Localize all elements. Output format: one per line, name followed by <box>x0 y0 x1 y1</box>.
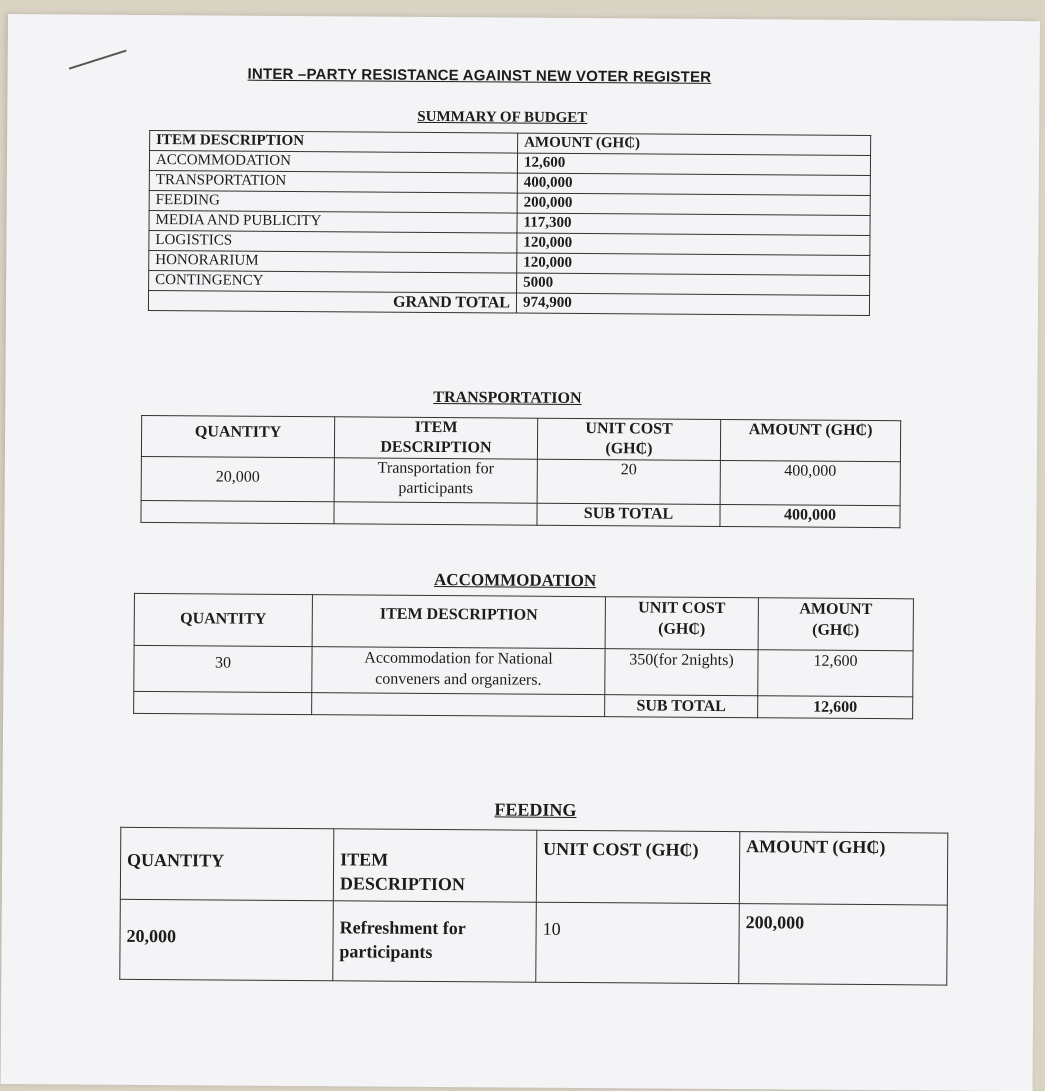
table-row <box>120 899 948 985</box>
feed-item-l1: Refreshment for <box>339 917 466 939</box>
transport-amount: 400,000 <box>720 460 900 505</box>
summary-amount: 120,000 <box>517 233 870 255</box>
transport-col-amount: AMOUNT (GH₵) <box>720 419 900 461</box>
accom-item-l1: Accommodation for National <box>364 649 553 668</box>
transport-unit: 20 <box>537 459 720 504</box>
grand-total-value: 974,900 <box>516 293 869 315</box>
transport-qty: 20,000 <box>141 456 334 501</box>
accom-col-amount-l2: (GH₵) <box>812 621 860 639</box>
summary-table <box>148 130 871 316</box>
transportation-table <box>140 415 901 528</box>
accom-subtotal: 12,600 <box>758 696 913 719</box>
grand-total-label: GRAND TOTAL <box>148 290 516 313</box>
feed-amount: 200,000 <box>739 904 948 985</box>
table-row <box>134 645 913 696</box>
table-row <box>134 691 913 718</box>
feed-item-l2: participants <box>339 941 433 962</box>
table-row <box>141 500 900 527</box>
transport-col-unit-l1: UNIT COST <box>585 420 673 438</box>
transport-col-qty: QUANTITY <box>141 415 334 457</box>
accom-col-amount-l1: AMOUNT <box>799 600 873 619</box>
feed-unit: 10 <box>536 902 740 983</box>
accom-col-qty: QUANTITY <box>134 593 312 646</box>
accom-col-amount <box>758 598 913 651</box>
transport-subtotal: 400,000 <box>720 504 900 527</box>
summary-item: LOGISTICS <box>149 230 517 253</box>
transport-col-item-l1: ITEM <box>414 418 458 437</box>
transport-item-l2: participants <box>398 479 474 498</box>
transport-item <box>334 458 537 503</box>
summary-amount: 12,600 <box>517 153 870 175</box>
accommodation-heading: ACCOMMODATION <box>433 569 597 591</box>
summary-amount: 200,000 <box>517 193 870 215</box>
grand-total-row <box>148 290 869 315</box>
accom-col-unit-l1: UNIT COST <box>638 599 726 618</box>
transport-col-unit-l2: (GH₵) <box>605 440 653 458</box>
summary-amount: 400,000 <box>517 173 870 195</box>
summary-amount: 120,000 <box>517 253 870 275</box>
accom-col-item: ITEM DESCRIPTION <box>312 595 605 649</box>
accommodation-table <box>133 593 914 719</box>
feed-col-qty: QUANTITY <box>120 827 333 900</box>
transportation-heading: TRANSPORTATION <box>433 388 582 408</box>
table-row <box>141 456 900 505</box>
feed-col-item-l2: DESCRIPTION <box>339 873 466 895</box>
document-title: INTER –PARTY RESISTANCE AGAINST NEW VOTER REGISTER <box>247 65 712 86</box>
summary-item: TRANSPORTATION <box>149 170 517 193</box>
accom-amount: 12,600 <box>758 650 913 697</box>
transport-col-item <box>334 417 537 459</box>
accom-item <box>312 647 605 695</box>
summary-item: FEEDING <box>149 190 517 213</box>
accom-col-unit <box>605 597 758 650</box>
pen-mark <box>69 50 127 70</box>
transport-item-l1: Transportation for <box>377 459 495 478</box>
document-page <box>1 14 1040 1091</box>
accom-subtotal-label: SUB TOTAL <box>605 695 758 718</box>
summary-heading: SUMMARY OF BUDGET <box>417 108 588 127</box>
transport-subtotal-label: SUB TOTAL <box>537 503 720 526</box>
transport-col-item-l2: DESCRIPTION <box>380 438 492 457</box>
feed-col-amount: AMOUNT (GH₵) <box>739 832 947 905</box>
summary-item: HONORARIUM <box>149 250 517 273</box>
feeding-table <box>119 827 948 986</box>
summary-item: MEDIA AND PUBLICITY <box>149 210 517 233</box>
feeding-heading: FEEDING <box>494 799 577 820</box>
feed-col-item <box>333 829 536 902</box>
table-row <box>141 415 900 461</box>
feed-col-item-l1: ITEM <box>340 849 389 870</box>
feed-item <box>333 901 537 982</box>
feed-col-unit: UNIT COST (GH₵) <box>536 830 739 903</box>
accom-unit: 350(for 2nights) <box>605 649 758 696</box>
table-row <box>134 593 913 650</box>
accom-item-l2: conveners and organizers. <box>375 670 542 689</box>
summary-amount: 117,300 <box>517 213 870 235</box>
accom-col-unit-l2: (GH₵) <box>658 620 706 638</box>
transport-col-unit <box>537 418 720 460</box>
summary-col-amount: AMOUNT (GH₵) <box>518 133 871 155</box>
feed-qty: 20,000 <box>120 899 334 980</box>
summary-col-item: ITEM DESCRIPTION <box>150 130 518 153</box>
summary-item: ACCOMMODATION <box>149 150 517 173</box>
table-row <box>120 827 947 905</box>
summary-amount: 5000 <box>517 273 870 295</box>
accom-qty: 30 <box>134 645 312 692</box>
summary-item: CONTINGENCY <box>149 270 517 293</box>
